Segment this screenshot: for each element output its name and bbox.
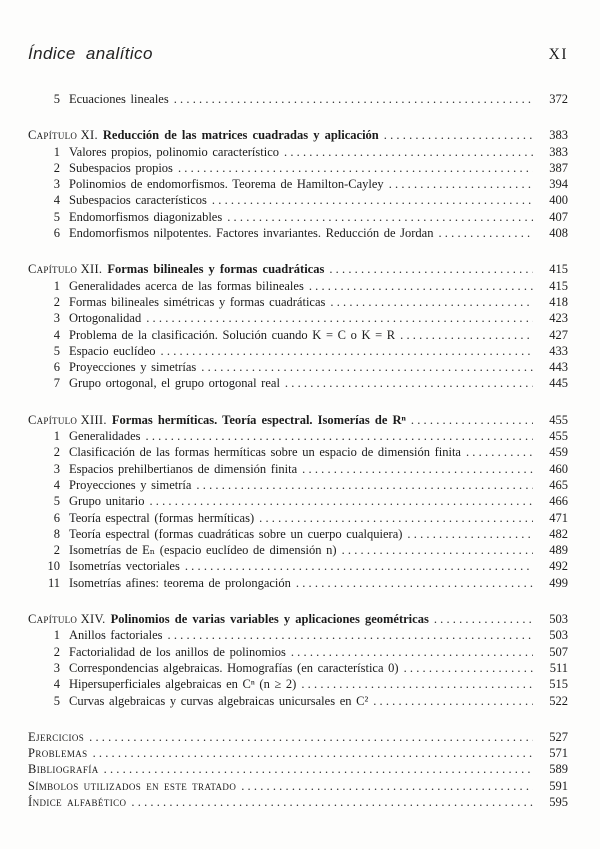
entry-title: Curvas algebraicas y curvas algebraicas unicursales en C² [69,693,369,708]
entry-page: 443 [549,360,568,375]
toc-entry [28,660,568,676]
toc-section-chapter-11 [28,127,568,241]
entry-title: Endomorfismos nilpotentes. Factores invariantes. Reducción de Jordan [69,226,434,241]
toc-section-back-matter [28,729,568,810]
leader-dots [434,611,533,627]
entry-title: Generalidades acerca de las formas bilineales [69,278,304,293]
entry-page: 465 [549,477,568,492]
leader-dots [389,176,533,192]
entry-number: 6 [53,360,60,375]
chapter-heading [28,412,568,428]
back-matter-entry [28,745,568,761]
leader-dots [438,225,533,241]
entry-page: 408 [549,226,568,241]
entry-title: Subespacios característicos [69,193,207,208]
toc-entry [28,144,568,160]
entry-page: 387 [549,160,568,175]
leader-dots [131,794,533,810]
entry-title: Teoría espectral (formas cuadráticas sobre un cuerpo cualquiera) [69,526,403,541]
leader-dots [411,412,533,428]
entry-number: 5 [53,92,60,106]
entry-title: Correspondencias algebraicas. Homografías (en característica 0) [69,660,399,675]
entry-page: 455 [549,429,568,444]
entry-title: Isometrías de Eₙ (espacio euclídeo de dimensión n) [69,543,337,558]
leader-dots [407,526,533,542]
chapter-title: Polinomios de varias variables y aplicaciones geométricas [110,612,429,627]
leader-dots [400,327,533,343]
leader-dots [104,761,533,777]
entry-number: 4 [53,327,60,342]
toc-entry [28,176,568,192]
entry-number: 2 [53,294,60,309]
entry-title: Endomorfismos diagonizables [69,209,223,224]
entry-number: 1 [53,144,60,159]
entry-number: 5 [53,693,60,708]
toc-entry [28,160,568,176]
folio-page-number: XI [548,46,568,63]
entry-page: 492 [549,559,568,574]
toc-entry [28,575,568,591]
leader-dots [93,745,533,761]
entry-title: Problema de la clasificación. Solución cuando K = C o K = R [69,327,396,342]
entry-number: 8 [53,526,60,541]
entry-page: 571 [549,746,568,761]
toc-entry [28,644,568,660]
chapter-label: Capítulo XI. [28,128,98,143]
entry-number: 6 [53,226,60,241]
leader-dots [309,278,533,294]
entry-title: Proyecciones y simetrías [69,360,197,375]
entry-title: Valores propios, polinomio característico [69,144,279,159]
entry-title: Índice alfabético [28,794,127,809]
entry-page: 383 [549,128,568,143]
toc-entry [28,444,568,460]
leader-dots [201,359,533,375]
entry-title: Espacio euclídeo [69,343,156,358]
entry-number: 1 [53,429,60,444]
entry-number: 5 [53,494,60,509]
entry-number: 2 [53,543,60,558]
toc-entry [28,278,568,294]
toc-entry [28,327,568,343]
entry-page: 503 [549,628,568,643]
entry-page: 460 [549,461,568,476]
leader-dots [89,729,533,745]
entry-page: 418 [549,294,568,309]
entry-page: 471 [549,510,568,525]
entry-title: Factorialidad de los anillos de polinomios [69,644,286,659]
leader-dots [185,558,533,574]
entry-page: 383 [549,144,568,159]
toc-section-pre [28,91,568,107]
entry-title: Símbolos utilizados en este tratado [28,778,237,793]
leader-dots [168,627,534,643]
leader-dots [329,261,533,277]
leader-dots [174,91,533,107]
toc-entry [28,375,568,391]
entry-page: 445 [549,376,568,391]
entry-page: 511 [549,660,568,675]
chapter-label: Capítulo XII. [28,262,103,277]
leader-dots [149,493,533,509]
leader-dots [146,428,534,444]
entry-title: Problemas [28,746,88,761]
leader-dots [301,676,533,692]
entry-page: 372 [549,92,568,106]
entry-page: 433 [549,343,568,358]
toc-section-chapter-12 [28,261,568,391]
chapter-heading [28,127,568,143]
entry-page: 400 [549,193,568,208]
leader-dots [373,693,533,709]
toc-entry [28,558,568,574]
toc-section-chapter-14 [28,611,568,709]
back-matter-entry [28,761,568,777]
entry-title: Grupo ortogonal, el grupo ortogonal real [69,376,280,391]
entry-page: 503 [549,612,568,627]
chapter-title: Formas hermíticas. Teoría espectral. Isomerías de Rⁿ [111,412,406,427]
toc-section-chapter-13 [28,412,568,591]
entry-page: 489 [549,543,568,558]
entry-title: Ortogonalidad [69,311,142,326]
toc-entry [28,343,568,359]
leader-dots [342,542,533,558]
entry-page: 455 [549,412,568,427]
chapter-heading [28,261,568,277]
entry-number: 1 [53,278,60,293]
entry-page: 522 [549,693,568,708]
toc-entry [28,294,568,310]
entry-title: Isometrías vectoriales [69,559,180,574]
leader-dots [259,510,533,526]
toc-entry [28,310,568,326]
entry-number: 4 [53,677,60,692]
entry-title: Teoría espectral (formas hermíticas) [69,510,255,525]
entry-page: 589 [549,762,568,777]
leader-dots [384,127,533,143]
entry-number: 7 [53,376,60,391]
entry-title: Proyecciones y simetría [69,477,192,492]
entry-number: 3 [53,311,60,326]
leader-dots [241,778,533,794]
entry-title: Formas bilineales simétricas y formas cuadráticas [69,294,326,309]
leader-dots [227,209,533,225]
entry-title: Bibliografía [28,762,99,777]
entry-number: 3 [53,461,60,476]
entry-page: 466 [549,494,568,509]
leader-dots [196,477,533,493]
entry-page: 595 [549,794,568,809]
leader-dots [285,375,533,391]
entry-number: 3 [53,660,60,675]
toc-entry [28,526,568,542]
leader-dots [466,444,533,460]
toc-entry [28,359,568,375]
toc-entry [28,209,568,225]
leader-dots [330,294,533,310]
back-matter-entry [28,778,568,794]
leader-dots [302,461,533,477]
leader-dots [284,144,533,160]
entry-page: 423 [549,311,568,326]
entry-number: 2 [53,160,60,175]
toc-entry [28,477,568,493]
entry-title: Clasificación de las formas hermíticas sobre un espacio de dimensión finita [69,445,461,460]
leader-dots [291,644,533,660]
entry-page: 482 [549,526,568,541]
leader-dots [296,575,533,591]
entry-title: Hipersuperficiales algebraicas en Cⁿ (n ≥ 2) [69,677,297,692]
chapter-label: Capítulo XIII. [28,412,107,427]
entry-number: 5 [53,343,60,358]
leader-dots [212,192,533,208]
entry-title: Grupo unitario [69,494,145,509]
toc-entry [28,676,568,692]
entry-number: 10 [47,559,60,574]
chapter-title: Reducción de las matrices cuadradas y aplicación [102,128,379,143]
entry-page: 591 [549,778,568,793]
leader-dots [146,310,533,326]
entry-page: 394 [549,177,568,192]
toc-entry [28,192,568,208]
entry-title: Generalidades [69,429,141,444]
entry-page: 515 [549,677,568,692]
leader-dots [161,343,533,359]
toc-entry [28,542,568,558]
entry-number: 11 [47,575,60,590]
entry-page: 415 [549,278,568,293]
entry-number: 1 [53,628,60,643]
entry-page: 415 [549,262,568,277]
entry-page: 427 [549,327,568,342]
entry-page: 527 [549,729,568,744]
back-matter-entry [28,794,568,810]
toc-entry [28,510,568,526]
toc-entry [28,693,568,709]
entry-title: Isometrías afines: teorema de prolongación [69,575,291,590]
toc-entry [28,428,568,444]
leader-dots [178,160,533,176]
toc-entry [28,91,568,107]
page-header [28,44,568,64]
toc-entry [28,493,568,509]
entry-number: 6 [53,510,60,525]
entry-number: 2 [53,644,60,659]
leader-dots [404,660,533,676]
toc-entry [28,627,568,643]
entry-page: 499 [549,575,568,590]
entry-number: 4 [53,193,60,208]
entry-title: Ejercicios [28,729,85,744]
entry-number: 3 [53,177,60,192]
chapter-heading [28,611,568,627]
back-matter-entry [28,729,568,745]
entry-title: Ecuaciones lineales [69,92,169,106]
toc-entry [28,225,568,241]
running-title: Índice analítico [28,44,153,63]
chapter-label: Capítulo XIV. [28,612,106,627]
entry-number: 4 [53,477,60,492]
entry-title: Polinomios de endomorfismos. Teorema de Hamilton-Cayley [69,177,384,192]
entry-title: Subespacios propios [69,160,173,175]
entry-page: 459 [549,445,568,460]
entry-page: 407 [549,209,568,224]
entry-number: 5 [53,209,60,224]
entry-title: Espacios prehilbertianos de dimensión finita [69,461,298,476]
chapter-title: Formas bilineales y formas cuadráticas [107,262,325,277]
entry-page: 507 [549,644,568,659]
entry-title: Anillos factoriales [69,628,163,643]
entry-number: 2 [53,445,60,460]
toc-entry [28,461,568,477]
